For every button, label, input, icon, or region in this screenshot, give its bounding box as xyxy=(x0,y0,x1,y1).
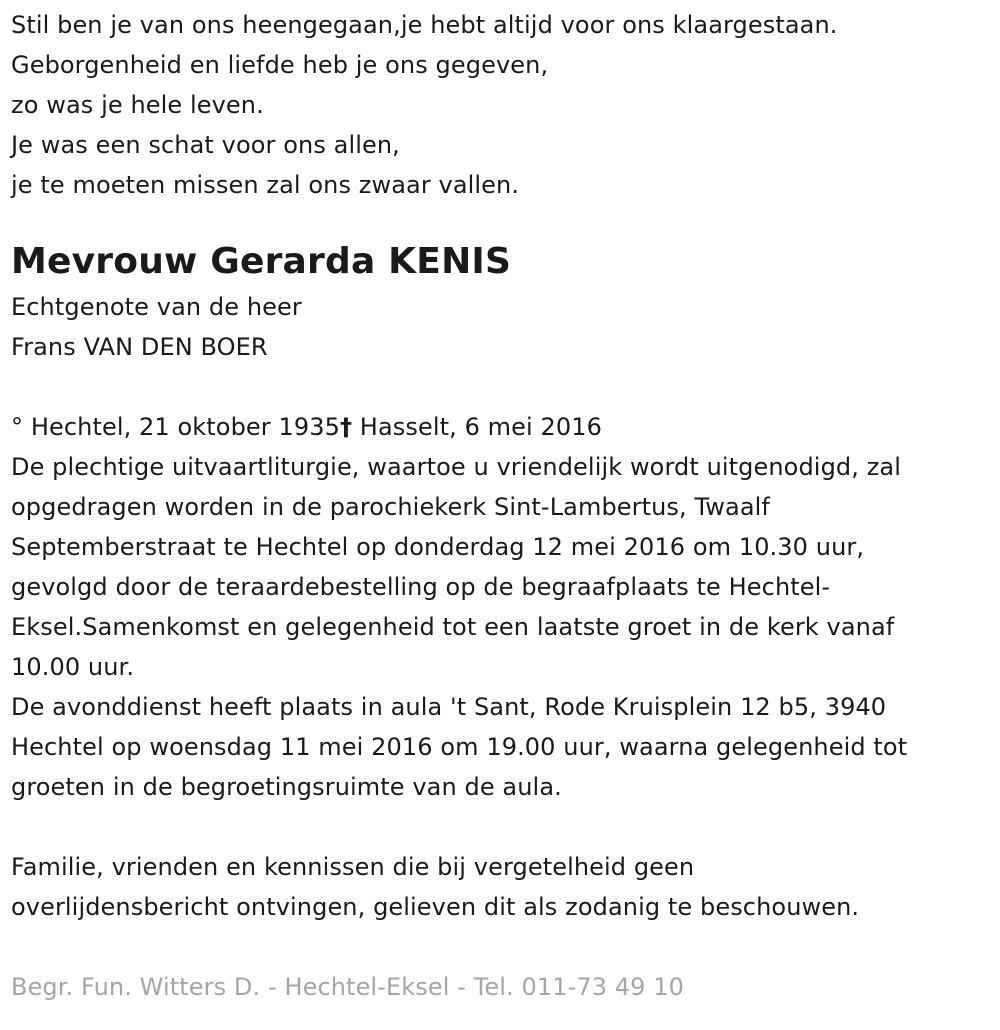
notice-line: overlijdensbericht ontvingen, gelieven dit als zodanig te beschouwen. xyxy=(11,893,860,921)
poem-line: Stil ben je van ons heengegaan,je hebt altijd voor ons klaargestaan. xyxy=(11,11,838,39)
poem-line: je te moeten missen zal ons zwaar vallen. xyxy=(11,171,520,199)
cross-icon: † xyxy=(339,413,353,441)
funeral-home-footer: Begr. Fun. Witters D. - Hechtel-Eksel - Tel. 011-73 49 10 xyxy=(11,973,685,1001)
poem xyxy=(11,5,991,205)
funeral-line: Eksel.Samenkomst en gelegenheid tot een laatste groet in de kerk vanaf xyxy=(11,613,895,641)
funeral-line: Septemberstraat te Hechtel op donderdag 12 mei 2016 om 10.30 uur, xyxy=(11,533,865,561)
birth-date: ° Hechtel, 21 oktober 1935 xyxy=(11,413,340,441)
deceased-name: Mevrouw Gerarda KENIS xyxy=(11,241,512,282)
funeral-line: 10.00 uur. xyxy=(11,653,135,681)
obituary-card xyxy=(11,5,991,1007)
poem-line: Geborgenheid en liefde heb je ons gegeven, xyxy=(11,51,549,79)
poem-line: zo was je hele leven. xyxy=(11,91,264,119)
funeral-line: gevolgd door de teraardebestelling op de begraafplaats te Hechtel- xyxy=(11,573,831,601)
notice xyxy=(11,847,991,927)
relation-text: Echtgenote van de heer xyxy=(11,293,302,321)
evening-line: groeten in de begroetingsruimte van de aula. xyxy=(11,773,562,801)
evening-service xyxy=(11,687,991,807)
evening-line: Hechtel op woensdag 11 mei 2016 om 19.00 uur, waarna gelegenheid tot xyxy=(11,733,908,761)
death-date: Hasselt, 6 mei 2016 xyxy=(352,413,602,441)
spouse-name: Frans VAN DEN BOER xyxy=(11,333,268,361)
life-dates xyxy=(11,407,991,447)
notice-line: Familie, vrienden en kennissen die bij vergetelheid geen xyxy=(11,853,695,881)
funeral-line: opgedragen worden in de parochiekerk Sint-Lambertus, Twaalf xyxy=(11,493,770,521)
section-spacer xyxy=(11,807,991,847)
funeral-line: De plechtige uitvaartliturgie, waartoe u vriendelijk wordt uitgenodigd, zal xyxy=(11,453,901,481)
evening-line: De avonddienst heeft plaats in aula 't Sant, Rode Kruisplein 12 b5, 3940 xyxy=(11,693,887,721)
funeral-details xyxy=(11,447,991,687)
poem-line: Je was een schat voor ons allen, xyxy=(11,131,400,159)
section-spacer xyxy=(11,367,991,407)
